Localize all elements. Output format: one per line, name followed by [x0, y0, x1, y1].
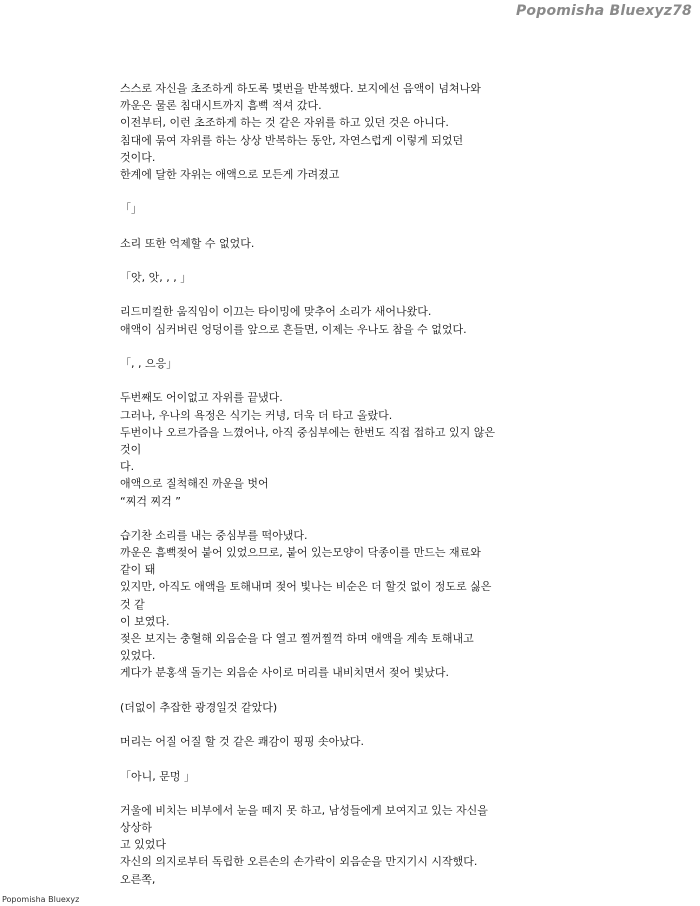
- text-line: 침대에 묶여 자위를 하는 상상 반복하는 동안, 자연스럽게 이렇게 되었던: [120, 133, 464, 147]
- text-line: 있었다.: [120, 649, 156, 663]
- blank-line: [120, 338, 590, 355]
- text-line: 고 있었다: [120, 838, 167, 852]
- text-line: 리드미컬한 움직임이 이끄는 타이밍에 맞추어 소리가 새어나왔다.: [120, 305, 432, 319]
- text-line: 두번이나 오르가즘을 느꼈어나, 아직 중심부에는 한번도 직접 접하고 있지 않은: [120, 425, 495, 439]
- text-line: 머리는 어질 어질 할 것 같은 쾌감이 핑핑 솟아났다.: [120, 735, 364, 749]
- text-line: 게다가 분홍색 돌기는 외음순 사이로 머리를 내비치면서 젖어 빛났다.: [120, 666, 449, 680]
- blank-line: [120, 510, 590, 527]
- text-line: 습기찬 소리를 내는 중심부를 떡아냈다.: [120, 528, 308, 542]
- text-line: 오른쪽,: [120, 872, 156, 886]
- blank-line: [120, 183, 590, 200]
- text-line: 까운은 물론 침대시트까지 흠뻑 적셔 갔다.: [120, 99, 322, 113]
- text-line: 까운은 흠뻑젖어 붙어 있었으므로, 붙어 있는모양이 닥종이를 만드는 재료와: [120, 546, 481, 560]
- text-line: 같이 돼: [120, 563, 156, 577]
- watermark-top: Popomisha Bluexyz78: [515, 3, 692, 19]
- text-line: 이 보였다.: [120, 614, 170, 628]
- text-line: “찌걱 찌걱 ”: [120, 494, 181, 508]
- blank-line: [120, 682, 590, 699]
- text-line: 이전부터, 이런 초조하게 하는 것 같은 자위를 하고 있던 것은 아니다.: [120, 116, 449, 130]
- blank-line: [120, 286, 590, 303]
- blank-line: [120, 716, 590, 733]
- text-line: 것 같: [120, 597, 145, 611]
- text-line: 것이: [120, 442, 142, 456]
- watermark-bottom: Popomisha Bluexyz: [2, 895, 80, 904]
- text-line: 있지만, 아직도 애액을 토해내며 젖어 빛나는 비순은 더 할것 없이 정도로 싫은: [120, 580, 492, 594]
- text-line: 한계에 달한 자위는 애액으로 모든게 가려졌고: [120, 167, 340, 181]
- text-line: 거울에 비치는 비부에서 눈을 떼지 못 하고, 남성들에게 보여지고 있는 자신을: [120, 803, 488, 817]
- text-line: 젖은 보지는 충혈해 외음순을 다 열고 찔꺼찔꺽 하며 애액을 계속 토해내고: [120, 632, 474, 645]
- blank-line: [120, 750, 590, 767]
- text-line: 스스로 자신을 초조하게 하도록 몇번을 반복했다. 보지에선 음액이 넘쳐나와: [120, 82, 481, 95]
- text-line: 다.: [120, 460, 135, 474]
- text-line: 「」: [120, 202, 142, 216]
- text-line: 상상하: [120, 821, 152, 835]
- text-line: 두번째도 어이없고 자위를 끝냈다.: [120, 391, 283, 405]
- text-line: 애액으로 질척해진 까운을 벗어: [120, 477, 269, 491]
- blank-line: [120, 372, 590, 389]
- text-line: (더없이 추잡한 광경일것 같았다): [120, 700, 278, 714]
- blank-line: [120, 252, 590, 269]
- text-line: 「아니, 문멍 」: [120, 769, 195, 783]
- text-line: 「앗, 앗, , , 」: [120, 271, 192, 285]
- blank-line: [120, 785, 590, 802]
- text-line: 소리 또한 억제할 수 없었다.: [120, 236, 255, 250]
- text-line: 자신의 의지로부터 독립한 오른손의 손가락이 외음순을 만지기시 시작했다.: [120, 855, 478, 869]
- text-line: 애액이 심커버린 엉덩이를 앞으로 흔들면, 이제는 우나도 참을 수 없었다.: [120, 322, 467, 336]
- text-line: 그러나, 우나의 욕정은 식기는 커녕, 더욱 더 타고 올랐다.: [120, 408, 393, 422]
- document-body: [120, 80, 590, 888]
- text-line: 것이다.: [120, 150, 156, 164]
- blank-line: [120, 218, 590, 235]
- text-line: 「, , 으응」: [120, 357, 178, 370]
